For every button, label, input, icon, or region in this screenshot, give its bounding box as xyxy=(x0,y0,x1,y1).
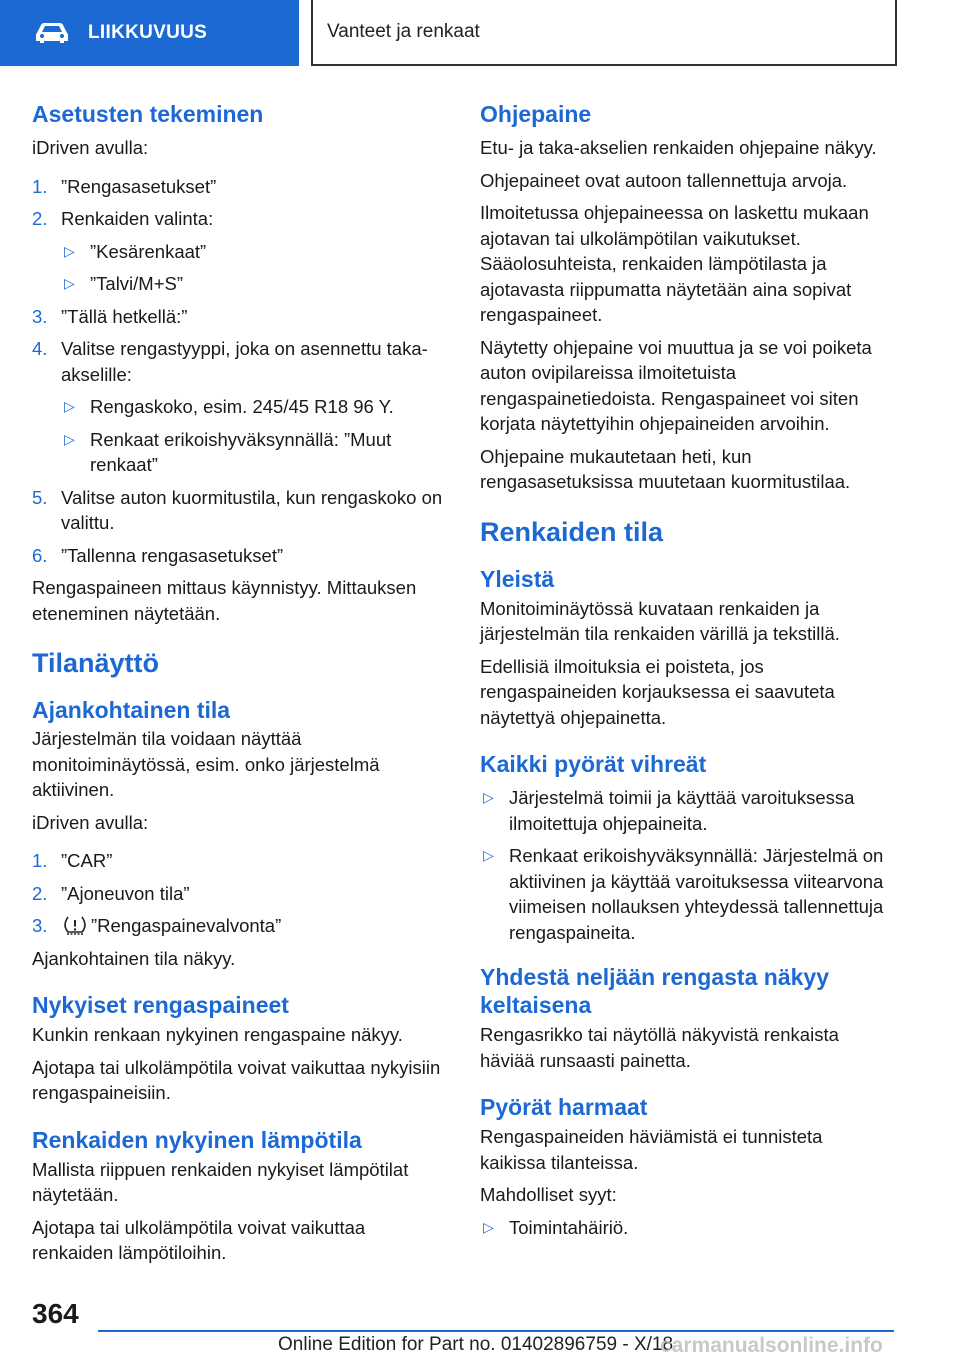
list-item: 5. Valitse auton kuormitustila, kun rengaskoko on valittu. xyxy=(32,486,443,533)
list-item: 1. ”Rengasasetukset” xyxy=(32,175,217,197)
heading-lampotila: Renkaiden nykyinen lämpötila xyxy=(32,1126,362,1153)
list-item: ▷ Järjestelmä toimii ja käyttää varoituksessa ilmoitettuja ohjepaineita. xyxy=(483,787,855,834)
triangle-bullet-icon: ▷ xyxy=(483,847,494,863)
tire-type-list xyxy=(61,239,448,297)
heading-vihreat: Kaikki pyörät vihreät xyxy=(480,751,707,777)
list-item: ▷ ”Kesärenkaat” xyxy=(61,239,448,265)
vihreat-list xyxy=(480,785,892,945)
tire-pressure-warning-icon xyxy=(63,915,87,935)
idrive-label: iDriven avulla: xyxy=(32,811,149,833)
list-item: ▷ Toimintahäiriö. xyxy=(480,1215,892,1241)
heading-asetukset: Asetusten tekeminen xyxy=(32,101,264,127)
harmaat-text-1: Rengaspaineiden häviämistä ei tunnisteta kaikissa tilanteissa. xyxy=(480,1126,823,1173)
heading-keltainen: Yhdestä neljään rengasta näkyy keltaisena xyxy=(480,964,829,1018)
heading-yleista: Yleistä xyxy=(480,565,555,592)
car-icon xyxy=(34,22,70,44)
keltainen-text: Rengasrikko tai näytöllä näkyvistä renkaista häviää runsaasti painetta. xyxy=(480,1024,839,1071)
measure-text: Rengaspaineen mittaus käynnistyy. Mittauksen eteneminen näytetään. xyxy=(32,577,417,624)
triangle-bullet-icon: ▷ xyxy=(483,789,494,805)
steps-list-status xyxy=(32,848,448,939)
steps-list-settings xyxy=(32,174,448,569)
heading-ohjepaine: Ohjepaine xyxy=(480,101,592,127)
triangle-bullet-icon: ▷ xyxy=(483,1218,494,1235)
nykyiset-text-1: Kunkin renkaan nykyinen rengaspaine näkyy. xyxy=(32,1024,403,1045)
list-item: ▷ ”Talvi/M+S” xyxy=(61,271,448,297)
idrive-label: iDriven avulla: xyxy=(32,137,149,158)
list-item: 2. Renkaiden valinta: ▷ ”Kesärenkaat” ▷ ”Talvi/M+S” xyxy=(32,206,448,297)
edition-text: Online Edition for Part no. 01402896759 - X/18 xyxy=(278,1334,674,1355)
right-column xyxy=(480,100,892,1247)
heading-harmaat: Pyörät harmaat xyxy=(480,1094,648,1120)
heading-ajankohtainen: Ajankohtainen tila xyxy=(32,697,231,723)
list-item: ▷ Renkaat erikoishyväksynnällä: Järjestelmä on aktiivinen ja käyttää varoituksessa viitearvona viimeisen nollauksen yhteydessä tallennettuja rengaspaineita. xyxy=(483,845,884,943)
list-item: 1. ”CAR” xyxy=(32,850,113,871)
harmaat-list xyxy=(480,1215,892,1241)
triangle-bullet-icon: ▷ xyxy=(64,430,75,447)
heading-renkaiden-tila: Renkaiden tila xyxy=(480,516,664,547)
ohjepaine-text-4: Näytetty ohjepaine voi muuttua ja se voi poiketa auton ovipilareissa ilmoitetuista rengaspainetiedoista. Rengaspaineet voi siten korjata näytettyihin ohjepaineiden arvoihin. xyxy=(480,336,872,434)
left-column xyxy=(32,100,448,1273)
list-item: 6. ”Tallenna rengasasetukset” xyxy=(32,544,284,566)
triangle-bullet-icon: ▷ xyxy=(64,242,75,259)
ajankohtainen-text: Järjestelmän tila voidaan näyttää monitoiminäytössä, esim. onko järjestelmä aktiivinen. xyxy=(32,728,380,800)
rear-axle-list xyxy=(61,394,448,478)
triangle-bullet-icon: ▷ xyxy=(64,275,75,291)
ohjepaine-text-1: Etu- ja taka-akselien renkaiden ohjepaine näkyy. xyxy=(480,137,877,158)
page-number: 364 xyxy=(32,1298,79,1329)
list-item: 3. ”Tällä hetkellä:” xyxy=(32,305,188,327)
triangle-bullet-icon: ▷ xyxy=(64,398,75,414)
list-item: ▷ Renkaat erikoishyväksynnällä: ”Muut renkaat” xyxy=(64,428,392,475)
list-item: 3. ”Rengaspainevalvonta” xyxy=(32,915,282,936)
list-item: 2. ”Ajoneuvon tila” xyxy=(32,882,190,904)
chapter-box xyxy=(311,0,897,66)
heading-tilanaytto: Tilanäyttö xyxy=(32,648,160,678)
lampotila-text-2: Ajotapa tai ulkolämpötila voivat vaikuttaa renkaiden lämpötiloihin. xyxy=(32,1216,366,1263)
ohjepaine-text-2: Ohjepaineet ovat autoon tallennettuja arvoja. xyxy=(480,169,848,191)
ohjepaine-text-3: Ilmoitetussa ohjepaineessa on laskettu mukaan ajotavan tai ulkolämpötilan vaikutukset. Sääolosuhteista, renkaiden lämpötilasta ja ajotavasta riippumatta näytetään aina sopivat rengaspaineet. xyxy=(480,202,869,325)
harmaat-text-2: Mahdolliset syyt: xyxy=(480,1184,617,1205)
page-header xyxy=(0,0,960,66)
section-tab xyxy=(0,0,299,66)
yleista-text-1: Monitoiminäytössä kuvataan renkaiden ja järjestelmän tila renkaiden värillä ja tekstillä. xyxy=(480,597,840,644)
chapter-title: Vanteet ja renkaat xyxy=(327,21,480,42)
list-item: 4. Valitse rengastyyppi, joka on asennettu taka-akselille: ▷ Rengaskoko, esim. 245/45 R18 96 Y. ▷ Renkaat erikoishyväksynnällä: ”Muut renkaat” xyxy=(32,336,448,478)
yleista-text-2: Edellisiä ilmoituksia ei poisteta, jos rengaspaineiden korjauksessa ei saavuteta näytettyä ohjepainetta. xyxy=(480,655,835,728)
ohjepaine-text-5: Ohjepaine mukautetaan heti, kun rengasasetuksissa muutetaan kuormitustilaa. xyxy=(480,445,851,492)
status-shown-text: Ajankohtainen tila näkyy. xyxy=(32,947,236,969)
lampotila-text-1: Mallista riippuen renkaiden nykyiset lämpötilat näytetään. xyxy=(32,1158,409,1205)
nykyiset-text-2: Ajotapa tai ulkolämpötila voivat vaikuttaa nykyisiin rengaspaineisiin. xyxy=(32,1056,441,1103)
heading-nykyiset: Nykyiset rengaspaineet xyxy=(32,992,289,1018)
footer-divider xyxy=(98,1330,894,1332)
list-item: ▷ Rengaskoko, esim. 245/45 R18 96 Y. xyxy=(61,394,448,420)
section-label: LIIKKUVUUS xyxy=(88,22,208,43)
watermark: carmanualsonline.info xyxy=(660,1334,883,1357)
